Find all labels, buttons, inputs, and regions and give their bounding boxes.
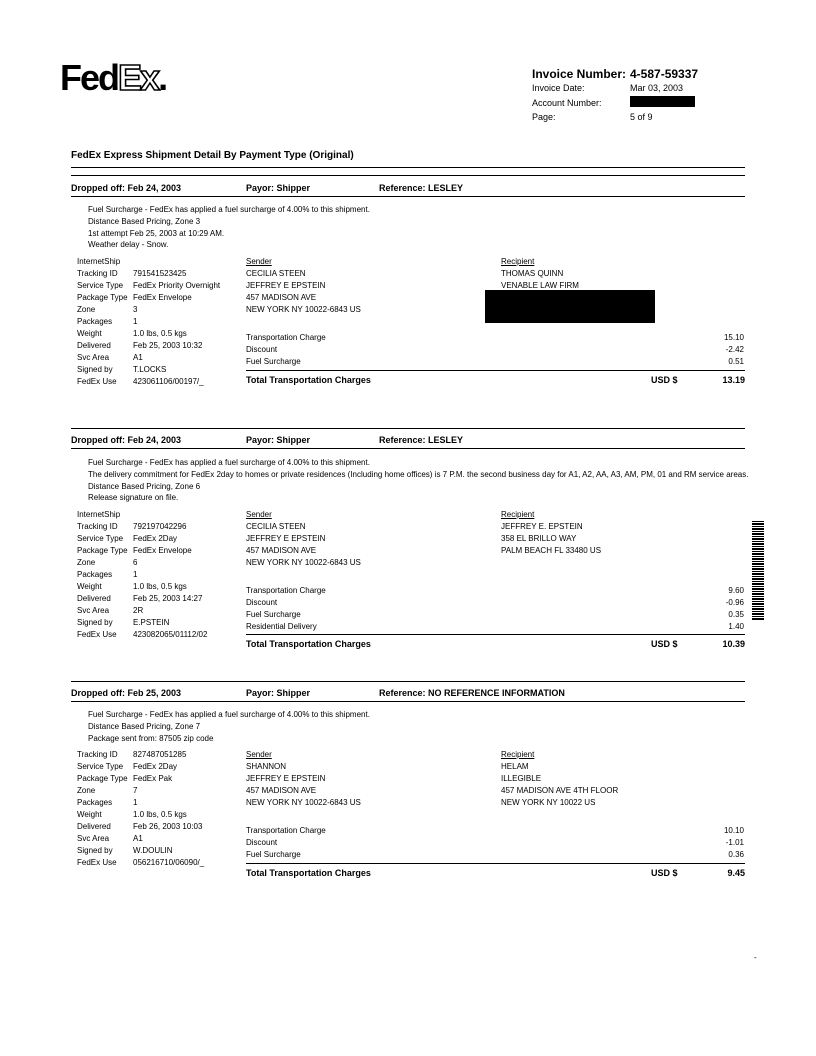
recipient-line: ILLEGIBLE	[501, 774, 542, 783]
detail-label: Signed by	[77, 365, 113, 374]
detail-value: 1	[133, 317, 138, 326]
detail-label: FedEx Use	[77, 858, 117, 867]
sender-line: CECILIA STEEN	[246, 522, 306, 531]
shipment-1-header-rule	[71, 196, 745, 197]
shipment-2-detail-labels	[77, 509, 128, 641]
page-title: FedEx Express Shipment Detail By Payment Type (Original)	[71, 150, 354, 161]
charge-label: Discount	[246, 598, 278, 607]
shipment-2-charge-amounts	[680, 585, 744, 633]
detail-value: 1.0 lbs, 0.5 kgs	[133, 329, 187, 338]
charge-label: Fuel Surcharge	[246, 850, 301, 859]
sender-line: 457 MADISON AVE	[246, 546, 317, 555]
detail-value: 6	[133, 558, 138, 567]
detail-label: Delivered	[77, 594, 111, 603]
charge-amount: -0.96	[725, 598, 744, 607]
detail-value: FedEx Priority Overnight	[133, 281, 221, 290]
invoice-date: Mar 03, 2003	[630, 83, 684, 93]
shipment-2-reference: Reference: LESLEY	[379, 435, 464, 445]
detail-value: 2R	[133, 606, 144, 615]
detail-label: Zone	[77, 786, 96, 795]
recipient-line: HELAM	[501, 762, 529, 771]
detail-value: 792197042296	[133, 522, 187, 531]
detail-value: 1.0 lbs, 0.5 kgs	[133, 582, 187, 591]
shipment-2-total: 10.39	[722, 639, 745, 649]
detail-label: FedEx Use	[77, 377, 117, 386]
charge-label: Fuel Surcharge	[246, 610, 301, 619]
detail-value: FedEx Pak	[133, 774, 173, 783]
shipment-3-sender	[246, 749, 361, 809]
detail-label: Signed by	[77, 846, 113, 855]
shipment-3-dropped-off: Dropped off: Feb 25, 2003	[71, 688, 182, 698]
recipient-line: THOMAS QUINN	[501, 269, 564, 278]
account-number-label: Account Number:	[532, 98, 602, 108]
note: Distance Based Pricing, Zone 7	[88, 721, 201, 731]
charge-label: Fuel Surcharge	[246, 357, 301, 366]
sender-line: JEFFREY E EPSTEIN	[246, 281, 326, 290]
charge-label: Discount	[246, 838, 278, 847]
detail-label: Service Type	[77, 281, 124, 290]
detail-label: Signed by	[77, 618, 113, 627]
shipment-1-sender	[246, 256, 361, 316]
invoice-number-label: Invoice Number:	[532, 67, 627, 81]
detail-label: Delivered	[77, 341, 111, 350]
detail-value: 1	[133, 798, 138, 807]
sender-line: SHANNON	[246, 762, 287, 771]
detail-label: Zone	[77, 558, 96, 567]
page-number: 5 of 9	[630, 112, 653, 122]
recipient-label: Recipient	[501, 257, 535, 266]
recipient-line: PALM BEACH FL 33480 US	[501, 546, 602, 555]
shipment-2-top-rule	[71, 428, 745, 429]
detail-value: 791541523425	[133, 269, 187, 278]
detail-value: 3	[133, 305, 138, 314]
logo-ex: Ex	[118, 57, 159, 98]
shipment-1-currency: USD $	[651, 375, 678, 385]
detail-value	[133, 509, 207, 521]
note: The delivery commitment for FedEx 2day to homes or private residences (Including home offices) is 7 P.M. the second business day for A1, A2, AA, A3, AM, PM, 01 and RM service areas.	[88, 469, 749, 479]
charge-label: Discount	[246, 345, 278, 354]
shipment-2-recipient	[501, 509, 601, 557]
charge-label: Residential Delivery	[246, 622, 317, 631]
invoice-date-label: Invoice Date:	[532, 83, 585, 93]
shipment-3-detail-values	[133, 749, 204, 869]
logo-fed: Fed	[60, 57, 119, 98]
sender-label: Sender	[246, 750, 272, 759]
detail-label: Packages	[77, 798, 113, 807]
note: Distance Based Pricing, Zone 3	[88, 216, 201, 226]
note: Package sent from: 87505 zip code	[88, 733, 214, 743]
sender-line: NEW YORK NY 10022-6843 US	[246, 558, 361, 567]
recipient-label: Recipient	[501, 510, 535, 519]
shipment-1-top-rule	[71, 175, 745, 176]
shipment-2-detail-values	[133, 509, 207, 641]
detail-label: Weight	[77, 329, 102, 338]
shipment-3-payor: Payor: Shipper	[246, 688, 311, 698]
detail-value: A1	[133, 353, 143, 362]
charge-amount: 1.40	[728, 622, 744, 631]
detail-label: Service Type	[77, 762, 124, 771]
fedex-logo	[60, 58, 166, 98]
detail-value: 1	[133, 570, 138, 579]
account-number-redaction	[630, 96, 695, 107]
logo-dot: .	[158, 57, 167, 98]
detail-value: 1.0 lbs, 0.5 kgs	[133, 810, 187, 819]
charge-label: Transportation Charge	[246, 586, 326, 595]
note: Fuel Surcharge - FedEx has applied a fuel surcharge of 4.00% to this shipment.	[88, 205, 370, 214]
recipient-line: 457 MADISON AVE 4TH FLOOR	[501, 786, 619, 795]
recipient-line: VENABLE LAW FIRM	[501, 281, 579, 290]
shipment-3-charge-amounts	[680, 825, 744, 861]
sender-label: Sender	[246, 257, 272, 266]
detail-label: Zone	[77, 305, 96, 314]
detail-value: FedEx 2Day	[133, 534, 178, 543]
detail-value: W.DOULIN	[133, 846, 173, 855]
shipment-3-currency: USD $	[651, 868, 678, 878]
detail-label: Package Type	[77, 546, 128, 555]
shipment-2-charge-labels	[246, 585, 326, 633]
detail-value: Feb 25, 2003 10:32	[133, 341, 203, 350]
sender-line: JEFFREY E EPSTEIN	[246, 534, 326, 543]
sender-line: 457 MADISON AVE	[246, 293, 317, 302]
sender-line: NEW YORK NY 10022-6843 US	[246, 798, 361, 807]
note: 1st attempt Feb 25, 2003 at 10:29 AM.	[88, 228, 225, 238]
shipment-1-charge-amounts	[680, 332, 744, 368]
detail-label: Svc Area	[77, 353, 110, 362]
detail-value: FedEx Envelope	[133, 293, 192, 302]
detail-value: FedEx 2Day	[133, 762, 178, 771]
shipment-2-header-rule	[71, 448, 745, 449]
shipment-1-dropped-off: Dropped off: Feb 24, 2003	[71, 183, 182, 193]
shipment-1-total-rule	[246, 370, 745, 371]
invoice-number: 4-587-59337	[630, 67, 699, 81]
shipment-1-total-label: Total Transportation Charges	[246, 375, 371, 385]
sender-line: 457 MADISON AVE	[246, 786, 317, 795]
recipient-line: 358 EL BRILLO WAY	[501, 534, 577, 543]
shipment-1-reference: Reference: LESLEY	[379, 183, 464, 193]
sender-line: CECILIA STEEN	[246, 269, 306, 278]
shipment-1-recipient	[501, 256, 579, 292]
title-divider	[71, 167, 745, 168]
detail-label: Packages	[77, 317, 113, 326]
page-label: Page:	[532, 112, 556, 122]
footer-mark: -	[754, 953, 757, 962]
shipment-3-reference: Reference: NO REFERENCE INFORMATION	[379, 688, 565, 698]
charge-label: Transportation Charge	[246, 826, 326, 835]
detail-label: Service Type	[77, 534, 124, 543]
shipment-3-detail-labels	[77, 749, 128, 869]
shipment-3-total: 9.45	[727, 868, 745, 878]
charge-amount: 15.10	[723, 333, 744, 342]
sender-line: JEFFREY E EPSTEIN	[246, 774, 326, 783]
shipment-3-header-rule	[71, 701, 745, 702]
detail-label: Package Type	[77, 293, 128, 302]
shipment-1-charge-labels	[246, 332, 326, 368]
detail-value: A1	[133, 834, 143, 843]
detail-value: Feb 25, 2003 14:27	[133, 594, 203, 603]
recipient-line: NEW YORK NY 10022 US	[501, 798, 596, 807]
shipment-3-total-label: Total Transportation Charges	[246, 868, 371, 878]
charge-amount: 0.35	[728, 610, 744, 619]
shipment-2-payor: Payor: Shipper	[246, 435, 311, 445]
shipment-1-detail-values	[133, 256, 220, 388]
detail-label: Tracking ID	[77, 750, 118, 759]
detail-value: 7	[133, 786, 138, 795]
sender-label: Sender	[246, 510, 272, 519]
detail-value: E.PSTEIN	[133, 618, 170, 627]
detail-value: 423061106/00197/_	[133, 377, 204, 386]
recipient-label: Recipient	[501, 750, 535, 759]
charge-amount: -1.01	[725, 838, 744, 847]
note: Fuel Surcharge - FedEx has applied a fuel surcharge of 4.00% to this shipment.	[88, 710, 370, 719]
note: Weather delay - Snow.	[88, 240, 169, 250]
charge-amount: 0.36	[728, 850, 744, 859]
charge-amount: 9.60	[728, 586, 744, 595]
detail-label: Package Type	[77, 774, 128, 783]
shipment-1-detail-labels	[77, 256, 128, 388]
shipment-2-sender	[246, 509, 361, 569]
detail-value: 056216710/06090/_	[133, 858, 205, 867]
detail-label: Weight	[77, 582, 102, 591]
detail-value	[133, 256, 220, 268]
detail-value: Feb 26, 2003 10:03	[133, 822, 203, 831]
shipment-2-dropped-off: Dropped off: Feb 24, 2003	[71, 435, 182, 445]
shipment-2-total-label: Total Transportation Charges	[246, 639, 371, 649]
charge-amount: -2.42	[725, 345, 744, 354]
shipment-1-notes	[88, 204, 370, 251]
shipment-2-currency: USD $	[651, 639, 678, 649]
detail-label: Svc Area	[77, 606, 110, 615]
shipment-3-notes	[88, 709, 370, 744]
detail-label: InternetShip	[77, 257, 121, 266]
detail-label: Tracking ID	[77, 522, 118, 531]
detail-value: 423082065/01112/02	[133, 630, 208, 639]
note: Fuel Surcharge - FedEx has applied a fuel surcharge of 4.00% to this shipment.	[88, 458, 370, 467]
charge-label: Transportation Charge	[246, 333, 326, 342]
shipment-3-charge-labels	[246, 825, 326, 861]
detail-label: Packages	[77, 570, 113, 579]
shipment-2-notes	[88, 457, 748, 504]
charge-amount: 10.10	[723, 826, 744, 835]
detail-label: Svc Area	[77, 834, 110, 843]
shipment-1-total: 13.19	[722, 375, 745, 385]
detail-label: Delivered	[77, 822, 111, 831]
detail-label: Tracking ID	[77, 269, 118, 278]
sender-line: NEW YORK NY 10022-6843 US	[246, 305, 361, 314]
shipment-1-payor: Payor: Shipper	[246, 183, 311, 193]
detail-label: Weight	[77, 810, 102, 819]
shipment-3-recipient	[501, 749, 618, 809]
detail-label: FedEx Use	[77, 630, 117, 639]
shipment-3-total-rule	[246, 863, 745, 864]
barcode-mark	[752, 521, 764, 621]
recipient-address-redaction	[485, 290, 655, 323]
shipment-2-total-rule	[246, 634, 745, 635]
shipment-3-top-rule	[71, 681, 745, 682]
detail-value: FedEx Envelope	[133, 546, 192, 555]
recipient-line: JEFFREY E. EPSTEIN	[501, 522, 583, 531]
detail-value: 827487051285	[133, 750, 187, 759]
charge-amount: 0.51	[728, 357, 744, 366]
detail-label: InternetShip	[77, 510, 121, 519]
note: Distance Based Pricing, Zone 6	[88, 481, 201, 491]
detail-value: T.LOCKS	[133, 365, 167, 374]
note: Release signature on file.	[88, 493, 179, 503]
